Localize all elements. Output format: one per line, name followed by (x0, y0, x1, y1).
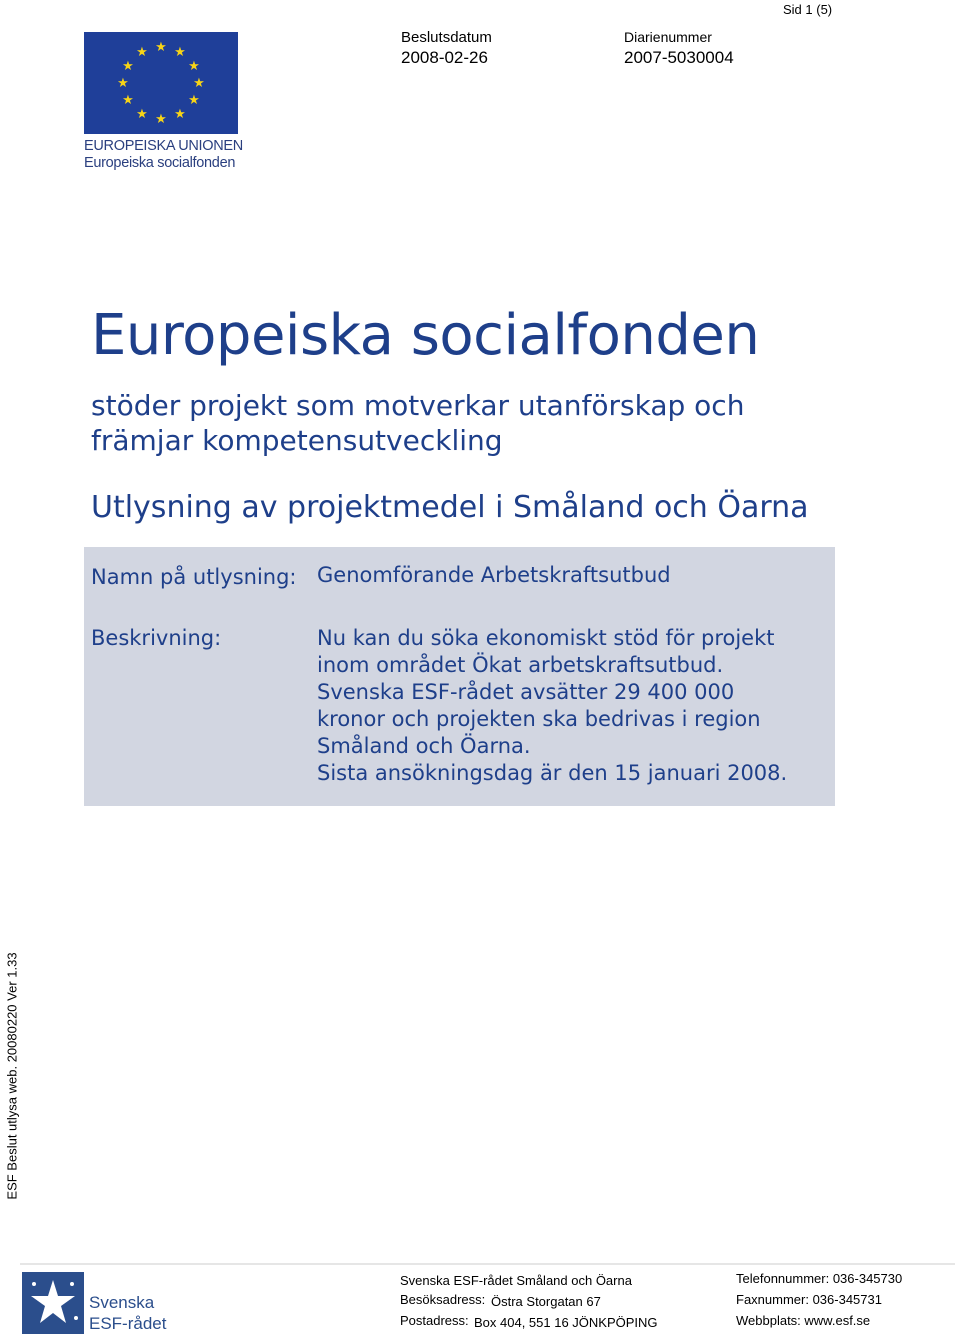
decision-date: 2008-02-26 (401, 48, 488, 67)
eu-stars-icon (84, 32, 238, 134)
name-value: Genomförande Arbetskraftsutbud (317, 563, 671, 587)
footer-website[interactable]: Webbplats: www.esf.se (736, 1313, 871, 1328)
description-label: Beskrivning: (91, 626, 222, 650)
info-box (84, 547, 835, 806)
visit-address: Östra Storgatan 67 (491, 1294, 601, 1309)
page-title: Europeiska socialfonden (91, 303, 760, 368)
eu-logo-line2: Europeiska socialfonden (84, 155, 236, 171)
footer-phone: Telefonnummer: 036-345730 (736, 1271, 903, 1286)
decision-date-label: Beslutsdatum (401, 29, 492, 46)
document-version-text: ESF Beslut utlysa web. 20080220 Ver 1.33 (4, 952, 20, 1200)
svg-text:★: ★ (193, 76, 205, 91)
svg-text:★: ★ (136, 107, 148, 122)
page-number: Sid 1 (5) (783, 2, 833, 17)
footer-org-name: Svenska ESF-rådet Småland och Öarna (400, 1273, 632, 1288)
description-line: kronor och projekten ska bedrivas i region (317, 707, 761, 731)
svg-text:★: ★ (155, 112, 167, 127)
reference-number: 2007-5030004 (624, 48, 734, 67)
svg-text:★: ★ (122, 59, 134, 74)
reference-label: Diarienummer (624, 29, 712, 45)
footer-divider (20, 1263, 955, 1265)
subtitle (91, 388, 744, 458)
esf-logo-line2: ESF-rådet (89, 1314, 167, 1333)
subtitle-line: främjar kompetensutveckling (91, 424, 503, 457)
description-line: inom området Ökat arbetskraftsutbud. (317, 653, 724, 677)
description-line: Småland och Öarna. (317, 734, 531, 758)
footer-fax: Faxnummer: 036-345731 (736, 1292, 882, 1307)
subtitle-line: stöder projekt som motverkar utanförskap och (91, 389, 745, 422)
esf-logo-line1: Svenska (89, 1293, 155, 1312)
name-label: Namn på utlysning: (91, 565, 297, 589)
call-title: Utlysning av projektmedel i Småland och Öarna (91, 490, 809, 525)
eu-flag-logo (84, 32, 238, 134)
svg-text:★: ★ (122, 93, 134, 108)
esf-star-logo-icon (22, 1272, 84, 1334)
svg-text:★: ★ (155, 40, 167, 55)
svg-text:★: ★ (188, 93, 200, 108)
postal-address: Box 404, 551 16 JÖNKPÖPING (474, 1315, 658, 1330)
description-line: Nu kan du söka ekonomiskt stöd för projekt (317, 626, 775, 650)
eu-logo-line1: EUROPEISKA UNIONEN (84, 138, 243, 154)
svg-text:★: ★ (136, 45, 148, 60)
svg-text:★: ★ (174, 45, 186, 60)
visit-address-label: Besöksadress: (400, 1292, 486, 1307)
description-line: Svenska ESF-rådet avsätter 29 400 000 (317, 680, 735, 704)
svg-text:★: ★ (174, 107, 186, 122)
postal-address-label: Postadress: (400, 1313, 469, 1328)
description-line: Sista ansökningsdag är den 15 januari 2008. (317, 761, 788, 785)
svg-text:★: ★ (188, 59, 200, 74)
description-text (317, 625, 787, 787)
svg-text:★: ★ (117, 76, 129, 91)
